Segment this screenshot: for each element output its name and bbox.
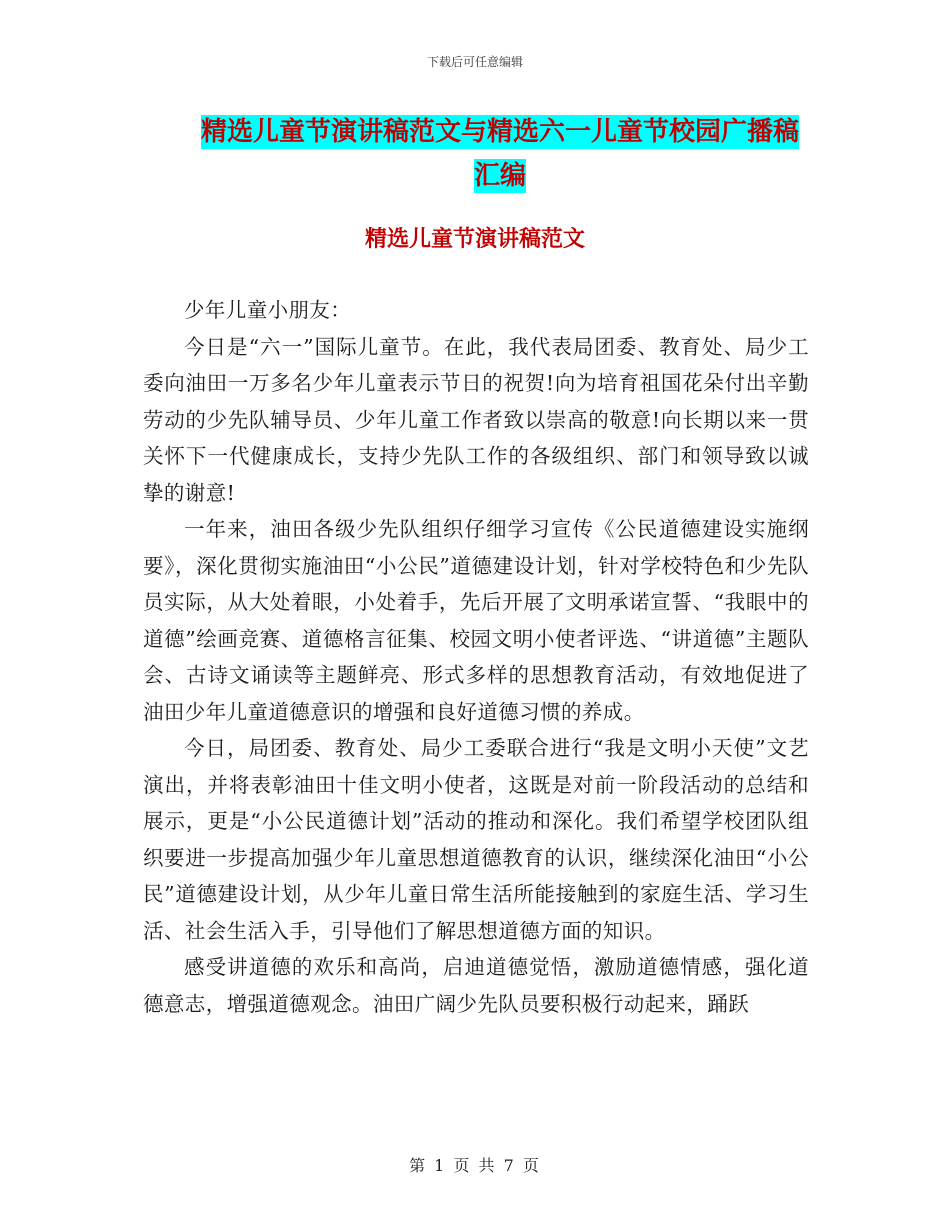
paragraph: 感受讲道德的欢乐和高尚，启迪道德觉悟，激励道德情感，强化道德意志，增强道德观念。油田广阔少先队员要积极行动起来，踊跃 (143, 955, 809, 1016)
page-number: 第 1 页 共 7 页 (409, 1156, 541, 1175)
document-body (143, 292, 809, 1022)
section-title: 精选儿童节演讲稿范文 (364, 227, 585, 252)
document-title-text: 精选儿童节演讲稿范文与精选六一儿童节校园广播稿汇编 (200, 117, 799, 191)
document-title (190, 110, 810, 198)
paragraph: 今日是“六一”国际儿童节。在此，我代表局团委、教育处、局少工委向油田一万多名少年儿童表示节日的祝贺!向为培育祖国花朵付出辛勤劳动的少先队辅导员、少年儿童工作者致以崇高的敬意!向长期以来一贯关怀下一代健康成长，支持少先队工作的各级组织、部门和领导致以诚挚的谢意! (143, 334, 809, 505)
paragraph: 一年来，油田各级少先队组织仔细学习宣传《公民道德建设实施纲要》，深化贯彻实施油田“小公民”道德建设计划，针对学校特色和少先队员实际，从大处着眼，小处着手，先后开展了文明承诺宣誓、“我眼中的道德”绘画竞赛、道德格言征集、校园文明小使者评选、“讲道德”主题队会、古诗文诵读等主题鲜亮、形式多样的思想教育活动，有效地促进了油田少年儿童道德意识的增强和良好道德习惯的养成。 (143, 517, 809, 724)
header-note: 下载后可任意编辑 (426, 55, 523, 69)
paragraph-salutation: 少年儿童小朋友： (184, 298, 352, 322)
paragraph: 今日，局团委、教育处、局少工委联合进行“我是文明小天使”文艺演出，并将表彰油田十佳文明小使者，这既是对前一阶段活动的总结和展示，更是“小公民道德计划”活动的推动和深化。我们希望学校团队组织要进一步提高加强少年儿童思想道德教育的认识，继续深化油田“小公民”道德建设计划，从少年儿童日常生活所能接触到的家庭生活、学习生活、社会生活入手，引导他们了解思想道德方面的知识。 (143, 736, 809, 943)
